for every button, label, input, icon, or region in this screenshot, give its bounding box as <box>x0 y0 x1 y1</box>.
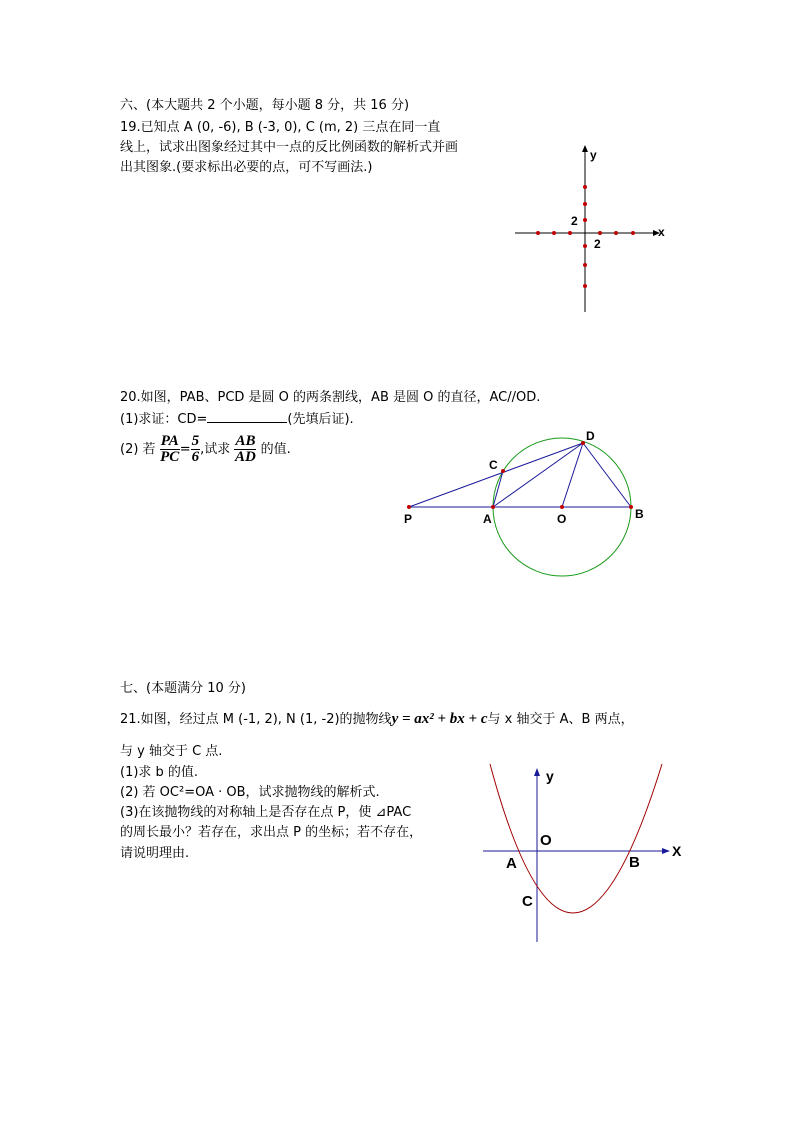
point-o-label: O <box>557 512 567 526</box>
q21-parabola-figure <box>483 764 682 942</box>
point-a-label: A <box>483 512 492 526</box>
q20-part2 <box>120 432 291 468</box>
q20-part2-mid: ,试求 <box>200 442 231 457</box>
origin-label: O <box>540 832 552 849</box>
q21-suffix: 与 x 轴交于 A、B 两点， <box>487 712 634 727</box>
point-d-label: D <box>586 429 595 443</box>
answer-blank <box>207 410 287 423</box>
q20-part2-suffix: 的值. <box>260 442 291 457</box>
q19-axes-figure <box>515 145 665 312</box>
q21-statement <box>120 710 634 729</box>
fraction-ab-ad <box>234 434 256 465</box>
q21-line: (2) 若 OC²=OA · OB，试求抛物线的解析式. <box>120 785 380 800</box>
denominator: AD <box>235 449 256 465</box>
point-p-label: P <box>404 512 413 526</box>
x-axis-label: x <box>658 225 665 239</box>
y-axis-label: y <box>546 768 554 784</box>
q20-statement: 20.如图，PAB、PCD 是圆 O 的两条割线，AB 是圆 O 的直径，AC//OD. <box>120 390 541 405</box>
point-b-label: B <box>635 507 644 521</box>
denominator: PC <box>160 449 180 465</box>
y-tick-label: 2 <box>571 214 578 228</box>
q19-line: 出其图象.(要求标出必要的点，可不写画法.) <box>120 160 373 175</box>
q21-line: (1)求 b 的值. <box>120 765 199 780</box>
section7-heading: 七、(本题满分 10 分) <box>120 681 246 696</box>
x-axis-label: X <box>672 843 682 859</box>
numerator: 5 <box>191 433 200 449</box>
denominator: 6 <box>191 449 200 465</box>
x-tick-label: 2 <box>594 237 601 251</box>
q21-line: 请说明理由. <box>120 846 190 861</box>
point-b-label: B <box>629 854 640 871</box>
y-axis-label: y <box>590 148 597 162</box>
q21-line: (3)在该抛物线的对称轴上是否存在点 P，使 ⊿PAC <box>120 805 412 820</box>
q20-part1 <box>120 410 354 429</box>
point-c-label: C <box>522 893 533 910</box>
q21-prefix: 21.如图，经过点 M (-1, 2), N (1, -2)的抛物线 <box>120 712 392 727</box>
point-a-label: A <box>506 855 517 872</box>
q20-circle-figure <box>404 429 644 576</box>
q20-part1-prefix: (1)求证：CD= <box>120 412 208 427</box>
parabola-equation: y = ax² + bx + c <box>391 711 488 727</box>
fraction-5-6 <box>191 434 201 465</box>
q19-line: 线上，试求出图象经过其中一点的反比例函数的解析式并画 <box>120 140 459 155</box>
section6-heading: 六、(本大题共 2 个小题，每小题 8 分，共 16 分) <box>120 98 410 113</box>
q21-line: 与 y 轴交于 C 点. <box>120 744 223 759</box>
q19-line: 19.已知点 A (0, -6), B (-3, 0), C (m, 2) 三点在同一直 <box>120 120 441 135</box>
q20-part1-suffix: (先填后证). <box>287 412 354 427</box>
numerator: AB <box>235 433 256 449</box>
numerator: PA <box>160 433 179 449</box>
equals-sign: = <box>179 442 191 457</box>
fraction-pa-pc <box>160 434 180 465</box>
q21-line: 的周长最小？若存在，求出点 P 的坐标；若不存在， <box>120 825 423 840</box>
q20-part2-prefix: (2) 若 <box>120 442 156 457</box>
point-c-label: C <box>489 458 498 472</box>
